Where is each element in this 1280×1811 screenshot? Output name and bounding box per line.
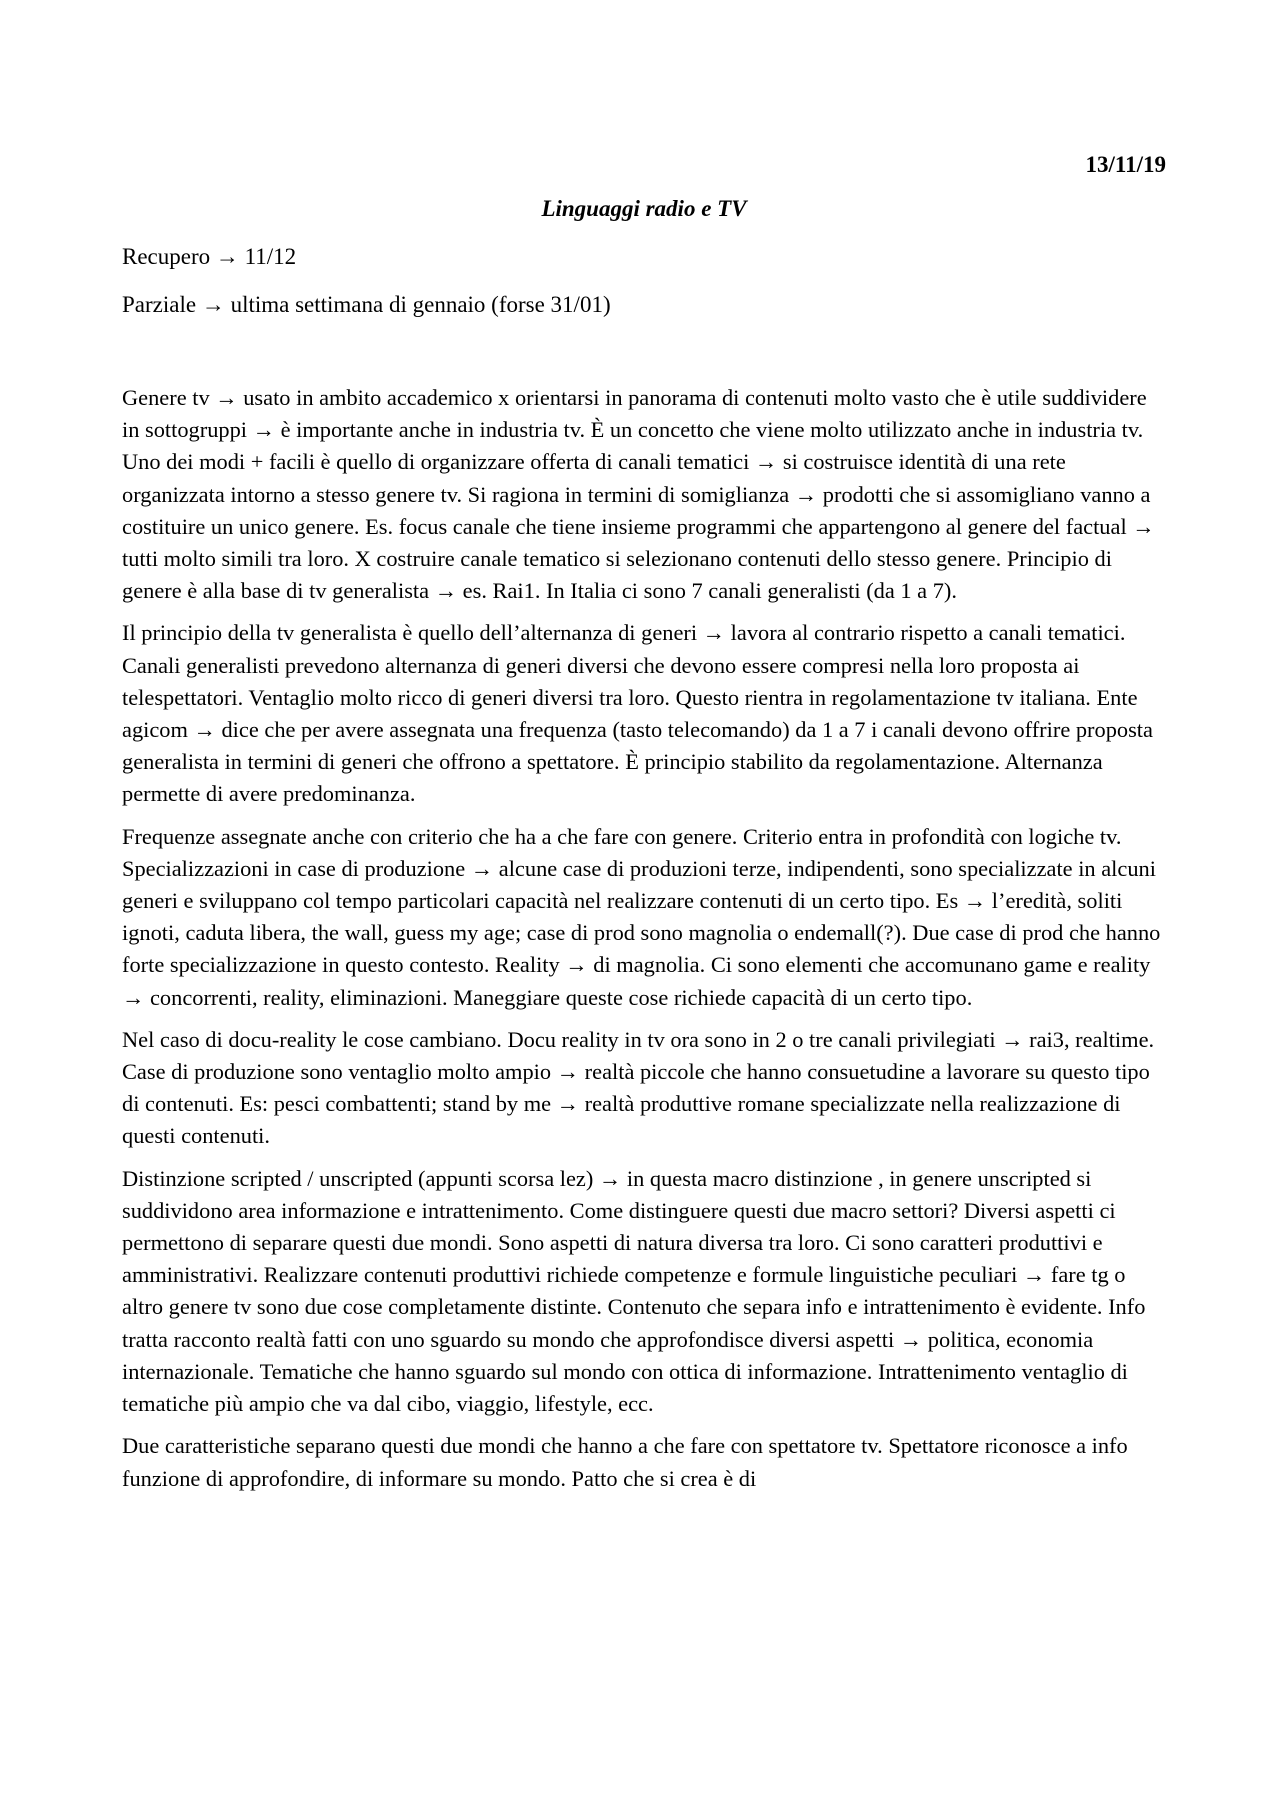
paragraph-genere-tv: Genere tv → usato in ambito accademico x orientarsi in panorama di contenuti molto vasto che è utile suddividere in sottogruppi → è importante anche in industria tv. È un concetto che viene molto utilizzato anche in industria tv. Uno dei modi + facili è quello di organizzare offerta di canali tematici → si costruisce identità di una rete organizzata intorno a stesso genere tv. Si ragiona in termini di somiglianza → prodotti che si assomigliano vanno a costituire un unico genere. Es. focus canale che tiene insieme programmi che appartengono al genere del factual → tutti molto simili tra loro. X costruire canale tematico si selezionano contenuti dello stesso genere. Principio di genere è alla base di tv generalista → es. Rai1. In Italia ci sono 7 canali generalisti (da 1 a 7).: [122, 385, 1155, 604]
paragraph-caratteristiche: Due caratteristiche separano questi due mondi che hanno a che fare con spettatore tv. Spettatore riconosce a info funzione di approfondire, di informare su mondo. Patto che si crea è di: [122, 1433, 1128, 1491]
document-title: Linguaggi radio e TV: [541, 196, 747, 221]
paragraph-frequenze: Frequenze assegnate anche con criterio che ha a che fare con genere. Criterio entra in profondità con logiche tv. Specializzazioni in case di produzione → alcune case di produzioni terze, indipendenti, sono specializzate in alcuni generi e sviluppano col tempo particolari capacità nel realizzare contenuti di un certo tipo. Es → l’eredità, soliti ignoti, caduta libera, the wall, guess my age; case di prod sono magnolia o endemall(?). Due case di prod che hanno forte specializzazione in questo contesto. Reality → di magnolia. Ci sono elementi che accomunano game e reality → concorrenti, reality, eliminazioni. Maneggiare queste cose richiede capacità di un certo tipo.: [122, 823, 1161, 1010]
paragraph-tv-generalista: Il principio della tv generalista è quello dell’alternanza di generi → lavora al contrario rispetto a canali tematici. Canali generalisti prevedono alternanza di generi diversi che devono essere compresi nella loro proposta ai telespettatori. Ventaglio molto ricco di generi diversi tra loro. Questo rientra in regolamentazione tv italiana. Ente agicom → dice che per avere assegnata una frequenza (tasto telecomando) da 1 a 7 i canali devono offrire proposta generalista in termini di generi che offrono a spettatore. È principio stabilito da regolamentazione. Alternanza permette di avere predominanza.: [122, 620, 1153, 807]
document-date: 13/11/19: [1085, 152, 1166, 177]
paragraph-scripted-unscripted: Distinzione scripted / unscripted (appunti scorsa lez) → in questa macro distinzione , in genere unscripted si suddividono area informazione e intrattenimento. Come distinguere questi due macro settori? Diversi aspetti ci permettono di separare questi due mondi. Sono aspetti di natura diversa tra loro. Ci sono caratteri produttivi e amministrativi. Realizzare contenuti produttivi richiede competenze e formule linguistiche peculiari → fare tg o altro genere tv sono due cose completamente distinte. Contenuto che separa info e intrattenimento è evidente. Info tratta racconto realtà fatti con uno sguardo su mondo che approfondisce diversi aspetti → politica, economia internazionale. Tematiche che hanno sguardo sul mondo con ottica di informazione. Intrattenimento ventaglio di tematiche più ampio che va dal cibo, viaggio, lifestyle, ecc.: [122, 1165, 1146, 1417]
meta-line-recupero: Recupero → 11/12: [122, 244, 297, 269]
meta-line-parziale: Parziale → ultima settimana di gennaio (forse 31/01): [122, 292, 611, 317]
document-page: [122, 150, 1166, 1495]
paragraph-docu-reality: Nel caso di docu-reality le cose cambiano. Docu reality in tv ora sono in 2 o tre canali privilegiati → rai3, realtime. Case di produzione sono ventaglio molto ampio → realtà piccole che hanno consuetudine a lavorare su questo tipo di contenuti. Es: pesci combattenti; stand by me → realtà produttive romane specializzate nella realizzazione di questi contenuti.: [122, 1026, 1155, 1149]
